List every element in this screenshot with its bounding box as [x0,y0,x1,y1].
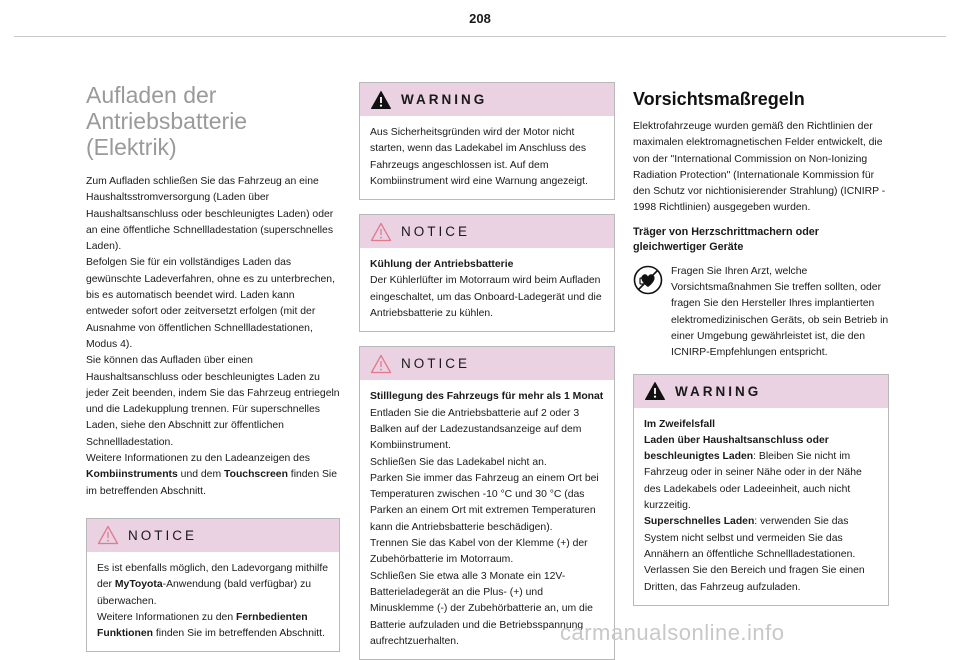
notice-triangle-icon [370,354,392,374]
column-notices [359,82,615,660]
notice-heading: Stilllegung des Fahrzeugs für mehr als 1 Monat [370,391,604,403]
notice-heading: Kühlung der Antriebsbatterie [370,259,514,271]
section-title-precautions: Vorsichtsmaßregeln [633,89,805,109]
warning-label: WARNING [675,383,762,399]
notice-box-storage [359,346,615,660]
notice-text: Der Kühlerlüfter im Motorraum wird beim Aufladen eingeschaltet, um das Onboard-Ladegerät und die Antriebsbatterie zu kühlen. [370,275,602,320]
watermark: carmanualsonline.info [560,620,785,645]
warning-box-pacemaker [633,374,889,606]
warning-label: WARNING [401,92,488,107]
warning-header [360,83,614,116]
notice-triangle-icon [370,222,392,242]
notice-triangle-icon [97,525,119,545]
notice-header [360,347,614,380]
precautions-intro: Elektrofahrzeuge wurden gemäß den Richtlinien der maximalen elektromagnetischen Felder entwickelt, die von der "International Commission on Non-Ionizing Radiation Protection" (Internationale Kommission für den Schutz vor nichtionisierender Strahlung) (ICNIRP - 1998 Richtlinien) ausgegeben wurden. [633,121,886,214]
page-number: 208 [469,11,491,26]
notice-label: NOTICE [401,356,471,372]
warning-box-engine [359,82,615,200]
section-title-charging [86,82,340,160]
pacemaker-subhead: Träger von Herzschrittmachern oder gleichwertiger Geräte [633,225,820,253]
notice-box-cooling [359,214,615,332]
title-line-1: Aufladen der Antriebsbatterie [86,82,248,134]
warning-header [634,375,888,408]
warning-triangle-icon [644,381,666,401]
warning-triangle-icon [370,90,392,110]
notice-label: NOTICE [401,224,471,240]
column-charging [86,82,340,652]
notice-header [360,215,614,248]
notice-text: Entladen Sie die Antriebsbatterie auf 2 oder 3 Balken auf der Ladezustandsanzeige auf dem Kombiinstrument. Schließen Sie das Ladekabel nicht an. Parken Sie immer das Fahrzeug an einem Ort bei Temperaturen zwischen -10 °C und 30 °C (das Parken an einem Ort mit extremen Temperaturen kann die Antriebsbatterie beschädigen). Trennen Sie das Kabel von der Klemme (+) der Zubehörbatterie im Motorraum. Schließen Sie etwa alle 3 Monate ein 12V-Batterieladegerät an die Plus- (+) und Minusklemme (-) der Zubehörbatterie an, um die Batterie aufzuladen und die Betriebsspannung aufrechtzuerhalten. [370,407,599,647]
notice-label: NOTICE [128,527,198,543]
warning-text: Aus Sicherheitsgründen wird der Motor nicht starten, wenn das Ladekabel im Anschluss des Fahrzeugs angeschlossen ist. Auf dem Kombiinstrument wird eine Warnung angezeigt. [370,127,588,187]
warning-text: Im Zweifelsfall Laden über Haushaltsanschluss oder beschleunigtes Laden: Bleiben Sie nicht im Fahrzeug oder in seiner Nähe oder in der Nähe des Ladekabels oder Ladeeinheit, auch nicht kurzzeitig. Superschnelles Laden: verwenden Sie das System nicht selbst und vermeiden Sie das Annähern an öffentliche Schnellladestationen. Verlassen Sie den Bereich und fragen Sie einen Dritten, das Fahrzeug aufzuladen. [644,418,865,593]
notice-text: Es ist ebenfalls möglich, den Ladevorgang mithilfe der MyToyota-Anwendung (bald verfügbar) zu überwachen. Weitere Informationen zu den Fernbedienten Funktionen finden Sie im betreffenden Abschnitt. [97,562,329,640]
notice-header [87,519,339,552]
pacemaker-icon [633,265,663,295]
pacemaker-block [633,261,889,362]
charging-intro: Zum Aufladen schließen Sie das Fahrzeug an eine Haushaltsstromversorgung (Laden über Haushaltsanschluss oder beschleunigtes Laden) oder an eine öffentliche Schnellladestation (superschnelles Laden). Befolgen Sie für ein vollständiges Laden das gewünschte Ladeverfahren, ohne es zu unterbrechen, bis es automatisch beendet wird. Laden kann entweder sofort oder zeitversetzt erfolgen (mit der Ausnahme von öffentlichen Schnellladestationen, Modus 4). Sie können das Aufladen über einen Haushaltsanschluss oder beschleunigtes Laden zu jeder Zeit beenden, indem Sie das Fahrzeug entriegeln und die Ladekupplung trennen. Für superschnelles Laden, siehe den Abschnitt zur öffentlichen Schnellladestation. Weitere Informationen zu den Ladeanzeigen des Kombiinstruments und dem Touchscreen finden Sie im betreffenden Abschnitt. [86,176,340,497]
pacemaker-text: Fragen Sie Ihren Arzt, welche Vorsichtsmaßnahmen Sie treffen sollten, oder fragen Sie den Hersteller Ihres implantierten elektromedizinischen Geräts, ob sein Betrieb in einer Umgebung gewährleistet ist, die den ICNIRP-Empfehlungen entspricht. [671,265,889,359]
column-precautions [633,82,889,606]
notice-box-mytoyota [86,518,340,652]
header-rule [14,36,946,37]
title-line-2: (Elektrik) [86,134,177,160]
